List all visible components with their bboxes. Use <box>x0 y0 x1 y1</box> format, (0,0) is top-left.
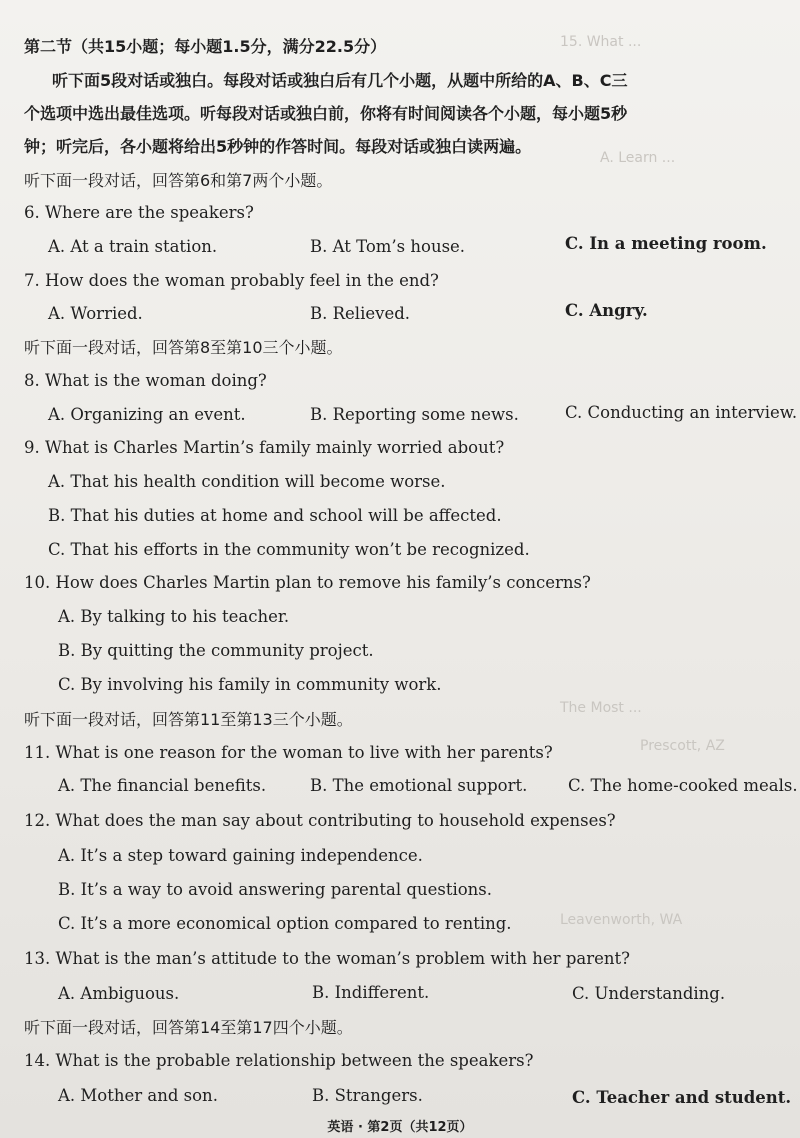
question-stem: 6. Where are the speakers? <box>24 203 254 222</box>
question-stem: 13. What is the man’s attitude to the woman’s problem with her parent? <box>24 949 630 968</box>
instruction-line: 个选项中选出最佳选项。听每段对话或独白前，你将有时间阅读各个小题，每小题5秒 <box>24 104 628 123</box>
question-stem: 7. How does the woman probably feel in the end? <box>24 271 439 290</box>
option-a: A. By talking to his teacher. <box>58 607 290 626</box>
page-footer: 英语 · 第2页（共12页） <box>327 1120 473 1135</box>
instruction-line: 听下面5段对话或独白。每段对话或独白后有几个小题，从题中所给的A、B、C三 <box>52 71 628 90</box>
option-a: A. That his health condition will become worse. <box>48 472 446 491</box>
group-prompt: 听下面一段对话，回答第6和第7两个小题。 <box>24 171 333 190</box>
option-c: C. The home-cooked meals. <box>568 776 798 795</box>
option-b: B. Strangers. <box>312 1086 423 1105</box>
bleed-through-text: A. Learn ... <box>600 150 676 166</box>
bleed-through-text: Leavenworth, WA <box>560 912 683 928</box>
option-b: B. By quitting the community project. <box>58 641 374 660</box>
option-c: C. By involving his family in community work. <box>58 675 442 694</box>
option-a: A. The financial benefits. <box>58 776 267 795</box>
question-stem: 11. What is one reason for the woman to live with her parents? <box>24 743 553 762</box>
option-a: A. At a train station. <box>48 237 218 256</box>
question-stem: 10. How does Charles Martin plan to remove his family’s concerns? <box>24 573 591 592</box>
option-b: B. That his duties at home and school will be affected. <box>48 506 502 525</box>
group-prompt: 听下面一段对话，回答第14至第17四个小题。 <box>24 1018 353 1037</box>
option-b: B. Relieved. <box>310 304 411 323</box>
option-a: A. Mother and son. <box>58 1086 218 1105</box>
option-c: C. In a meeting room. <box>565 234 767 253</box>
group-prompt: 听下面一段对话，回答第11至第13三个小题。 <box>24 710 353 729</box>
question-stem: 14. What is the probable relationship between the speakers? <box>24 1051 534 1070</box>
bleed-through-text: Prescott, AZ <box>640 738 725 754</box>
option-b: B. The emotional support. <box>310 776 528 795</box>
question-stem: 8. What is the woman doing? <box>24 371 267 390</box>
option-b: B. Reporting some news. <box>310 405 519 424</box>
group-prompt: 听下面一段对话，回答第8至第10三个小题。 <box>24 338 343 357</box>
option-b: B. Indifferent. <box>312 983 430 1002</box>
section-header: 第二节（共15小题；每小题1.5分，满分22.5分） <box>24 37 387 56</box>
question-stem: 12. What does the man say about contributing to household expenses? <box>24 811 616 830</box>
question-stem: 9. What is Charles Martin’s family mainly worried about? <box>24 438 505 457</box>
option-c: C. That his efforts in the community won’t be recognized. <box>48 540 530 559</box>
option-b: B. It’s a way to avoid answering parental questions. <box>58 880 493 899</box>
option-c: C. Conducting an interview. <box>565 403 798 422</box>
option-a: A. Ambiguous. <box>58 984 180 1003</box>
option-a: A. Worried. <box>48 304 143 323</box>
instruction-line: 钟；听完后，各小题将给出5秒钟的作答时间。每段对话或独白读两遍。 <box>24 137 532 156</box>
bleed-through-text: The Most ... <box>560 700 642 716</box>
option-c: C. It’s a more economical option compared to renting. <box>58 914 512 933</box>
option-b: B. At Tom’s house. <box>310 237 466 256</box>
option-c: C. Understanding. <box>572 984 726 1003</box>
option-c: C. Angry. <box>565 301 648 320</box>
option-c: C. Teacher and student. <box>572 1088 792 1107</box>
option-a: A. It’s a step toward gaining independence. <box>58 846 423 865</box>
option-a: A. Organizing an event. <box>48 405 246 424</box>
bleed-through-text: 15. What ... <box>560 34 642 50</box>
